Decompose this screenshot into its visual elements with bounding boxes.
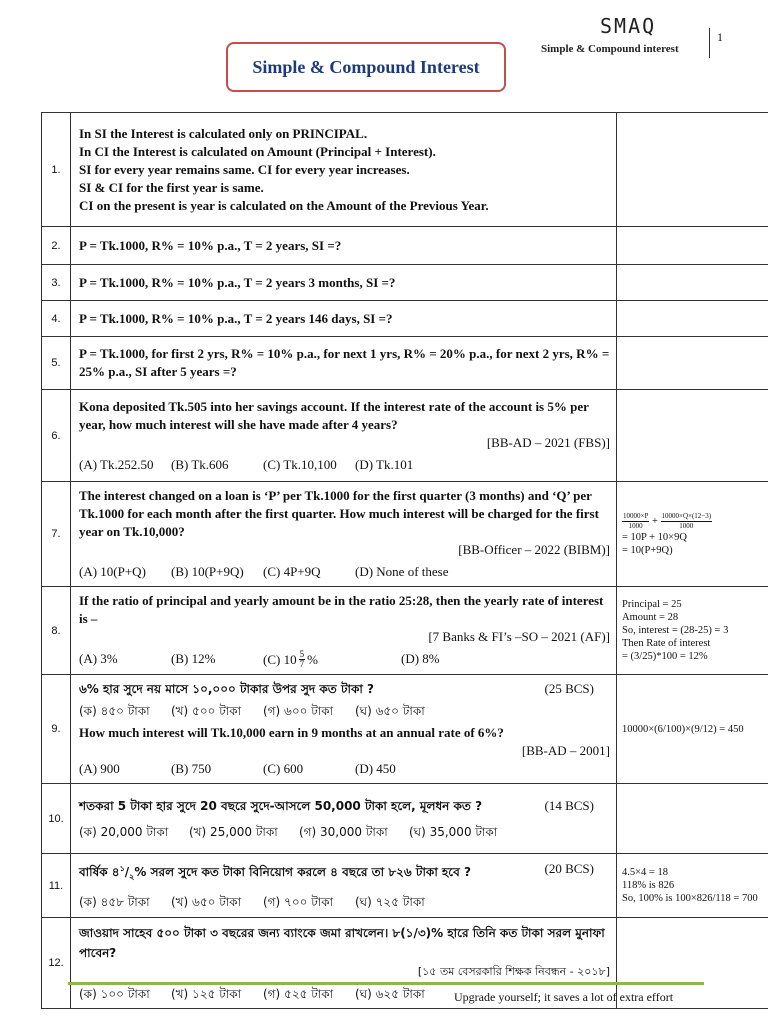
rule-line: SI & CI for the first year is same. (79, 179, 264, 195)
question-text: Kona deposited Tk.505 into her savings account. If the interest rate of the account is 5% per year, how much interest will she have made after 4 years? (79, 398, 589, 432)
answer-cell (617, 390, 768, 482)
source-citation: [BB-AD – 2021 (FBS)] (486, 434, 610, 450)
option-ka: (ক) ৪৫০ টাকা (79, 704, 150, 718)
question-cell: P = Tk.1000, R% = 10% p.a., T = 2 years 146 days, SI =? (71, 301, 617, 337)
page-title: Simple & Compound Interest (226, 42, 506, 92)
question-cell (71, 390, 617, 482)
rule-line: CI on the present is year is calculated on the Amount of the Previous Year. (79, 197, 489, 213)
option-gha: (ঘ) ৭২৫ টাকা (355, 894, 425, 909)
answer-line: So, 100% is 100×826/118 = 700 (622, 893, 758, 904)
header-subtitle: Simple & Compound interest (541, 43, 679, 55)
bangla-question: শতকরা 5 টাকা হার সুদে 20 বছরে সুদে-আসলে 50,000 টাকা হলে, মূলধন কত ? (79, 798, 483, 813)
question-table (41, 112, 768, 1009)
option-a: (A) 10(P+Q) (79, 564, 146, 579)
option-gha: (ঘ) ৬২৫ টাকা (355, 987, 425, 1001)
option-c: (C) 600 (263, 761, 304, 776)
table-row (42, 265, 768, 301)
question-cell (71, 113, 617, 227)
bangla-question: জাওয়াদ সাহেব ৫০০ টাকা ৩ বছরের জন্য ব্যাংকে জমা রাখলেন। ৮(১/৩)% হারে তিনি কত টাকা সরল মুনাফা পাবেন? (79, 926, 605, 960)
answer-cell (617, 337, 768, 390)
option-ga: (গ) ৭০০ টাকা (263, 894, 334, 909)
table-row (42, 854, 768, 918)
rule-line: In CI the Interest is calculated on Amount (Principal + Interest). (79, 143, 436, 159)
answer-line: Then Rate of interest (622, 638, 711, 649)
answer-line: 118% is 826 (622, 880, 675, 891)
table-row (42, 227, 768, 265)
question-cell: P = Tk.1000, for first 2 yrs, R% = 10% p.a., for next 1 yrs, R% = 20% p.a., for next 2 yrs, R% = 25% p.a., SI after 5 years =? (71, 337, 617, 390)
option-ka: (ক) ৪৫৮ টাকা (79, 894, 150, 909)
source-citation: [BB-AD – 2001] (521, 743, 610, 758)
bangla-options-row (79, 702, 610, 720)
answer-formula: $\frac{10000\times P}{1000}$ + $\frac{10000\times Q\times(12-3)}{1000}$ (623, 511, 712, 530)
option-ga: (গ) 30,000 টাকা (299, 824, 388, 839)
answer-line: = 10(P+9Q) (622, 544, 673, 556)
table-row (42, 301, 768, 337)
options-row (79, 650, 610, 669)
row-number: 11. (42, 854, 71, 918)
rule-line: In SI the Interest is calculated only on PRINCIPAL. (79, 125, 368, 141)
option-d: (D) 450 (355, 761, 396, 776)
question-cell (71, 587, 617, 675)
question-cell (71, 784, 617, 854)
options-row (79, 760, 610, 778)
row-number: 12. (42, 918, 71, 1009)
footer-tagline: Upgrade yourself; it saves a lot of extra effort (454, 990, 674, 1004)
option-a: (A) 3% (79, 651, 118, 666)
option-ga: (গ) ৫২৫ টাকা (263, 987, 334, 1001)
row-number: 9. (42, 675, 71, 784)
question-text: The interest changed on a loan is ‘P’ per Tk.1000 for the first quarter (3 months) and ‘Q’ per Tk.1000 for each month after the first quarter. How much interest will be charged for the first year on Tk.10,000? (79, 488, 599, 539)
exam-citation: (14 BCS) (544, 797, 594, 813)
exam-citation: (25 BCS) (544, 681, 594, 696)
row-number: 7. (42, 482, 71, 587)
fraction: $\frac{10000\times P}{1000}$ (623, 511, 649, 530)
answer-line: Principal = 25 (622, 599, 682, 610)
answer-cell (617, 854, 768, 918)
answer-cell (617, 784, 768, 854)
option-b: (B) 750 (171, 761, 212, 776)
question-text: How much interest will Tk.10,000 earn in 9 months at an annual rate of 6%? (79, 725, 504, 740)
rule-line: SI for every year remains same. CI for every year increases. (79, 161, 410, 177)
answer-cell (617, 227, 768, 265)
answer-line: = (3/25)*100 = 12% (622, 651, 708, 662)
answer-cell (617, 482, 768, 587)
exam-citation: [১৫ তম বেসরকারি শিক্ষক নিবন্ধন - ২০১৮] (417, 965, 610, 978)
option-c: (C) Tk.10,100 (263, 456, 337, 472)
footer-rule (68, 982, 704, 985)
row-number: 8. (42, 587, 71, 675)
answer-cell (617, 301, 768, 337)
exam-citation: (20 BCS) (544, 861, 594, 877)
option-gha: (ঘ) 35,000 টাকা (409, 824, 498, 839)
source-citation: [BB-Officer – 2022 (BIBM)] (458, 542, 610, 557)
table-row (42, 784, 768, 854)
bangla-options-row (79, 893, 610, 911)
option-d: (D) 8% (401, 651, 440, 666)
bangla-options-row (79, 823, 610, 841)
row-number: 2. (42, 227, 71, 265)
brand-logo: SMAQ (600, 14, 657, 38)
question-cell (71, 854, 617, 918)
source-citation: [7 Banks & FI’s –SO – 2021 (AF)] (428, 629, 610, 644)
answer-line: So, interest = (28-25) = 3 (622, 625, 729, 636)
question-text: If the ratio of principal and yearly amount be in the ratio 25:28, then the yearly rate of interest is – (79, 593, 604, 626)
table-row (42, 482, 768, 587)
option-b: (B) 10(P+9Q) (171, 564, 244, 579)
option-d: (D) None of these (355, 564, 449, 579)
table-row (42, 337, 768, 390)
answer-cell (617, 265, 768, 301)
fraction: $\frac{5}{7}$ (299, 649, 305, 669)
option-a: (A) Tk.252.50 (79, 456, 154, 472)
option-kha: (খ) ৬৫০ টাকা (171, 894, 242, 909)
table-row (42, 113, 768, 227)
row-number: 1. (42, 113, 71, 227)
header-divider (709, 28, 710, 58)
option-c: (C) 4P+9Q (263, 564, 321, 579)
bangla-question-line (79, 680, 610, 698)
option-b: (B) 12% (171, 651, 216, 666)
option-kha: (খ) ৫০০ টাকা (171, 704, 242, 718)
option-b: (B) Tk.606 (171, 456, 229, 472)
bangla-question: ৬% হার সুদে নয় মাসে ১০,০০০ টাকার উপর সুদ কত টাকা ? (79, 682, 374, 696)
answer-line: = 10P + 10×9Q (622, 531, 687, 543)
answer-cell (617, 587, 768, 675)
row-number: 10. (42, 784, 71, 854)
option-ka: (ক) ১০০ টাকা (79, 987, 150, 1001)
option-kha: (খ) 25,000 টাকা (189, 824, 278, 839)
option-ga: (গ) ৬০০ টাকা (263, 704, 334, 718)
row-number: 6. (42, 390, 71, 482)
row-number: 3. (42, 265, 71, 301)
option-gha: (ঘ) ৬৫০ টাকা (355, 704, 425, 718)
answer-cell (617, 113, 768, 227)
page-number: 1 (717, 30, 723, 44)
option-ka: (ক) 20,000 টাকা (79, 824, 169, 839)
question-cell (71, 482, 617, 587)
bangla-question-line (79, 860, 610, 886)
option-a: (A) 900 (79, 761, 120, 776)
table-row (42, 390, 768, 482)
answer-cell: 10000×(6/100)×(9/12) = 450 (617, 675, 768, 784)
answer-line: Amount = 28 (622, 612, 679, 623)
bangla-question: বার্ষিক $৪^১/_২\%$ সরল সুদে কত টাকা বিনিয়োগ করলে ৪ বছরে তা ৮২৬ টাকা হবে ? (79, 864, 471, 882)
row-number: 5. (42, 337, 71, 390)
option-d: (D) Tk.101 (355, 456, 414, 472)
question-cell: P = Tk.1000, R% = 10% p.a., T = 2 years, SI =? (71, 227, 617, 265)
question-cell (71, 675, 617, 784)
answer-line: 4.5×4 = 18 (622, 867, 668, 878)
option-c: (C) 10 $\frac{5}{7}$ % (263, 649, 318, 669)
table-row (42, 587, 768, 675)
option-kha: (খ) ১২৫ টাকা (171, 987, 242, 1001)
row-number: 4. (42, 301, 71, 337)
bangla-question-line (79, 797, 610, 815)
options-row (79, 563, 610, 581)
options-row (79, 456, 610, 474)
table-row (42, 675, 768, 784)
question-cell: P = Tk.1000, R% = 10% p.a., T = 2 years 3 months, SI =? (71, 265, 617, 301)
fraction: $\frac{10000\times Q\times(12-3)}{1000}$ (661, 511, 712, 530)
